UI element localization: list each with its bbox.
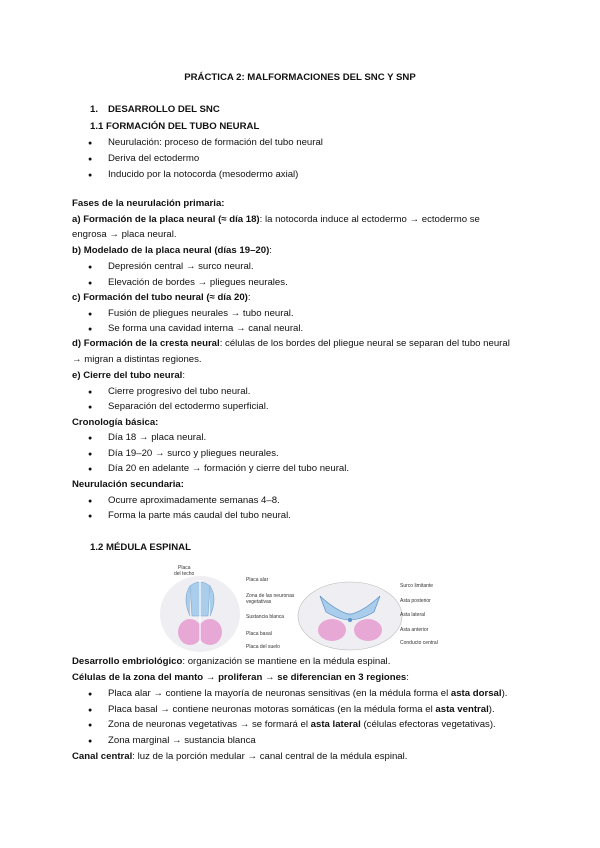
spinal-cord-figure <box>160 564 444 656</box>
label-placa-basal: Placa basal <box>246 631 272 637</box>
list-item: ● Zona marginal → sustancia blanca <box>88 735 256 746</box>
label-sustancia-blanca: Sustancia blanca <box>246 614 285 620</box>
list-item: ● Neurulación: proceso de formación del tubo neural <box>88 137 323 148</box>
label-del-techo: del techo <box>174 571 195 577</box>
list-item: ● Separación del ectodermo superficial. <box>88 401 269 412</box>
list-item: ● Placa basal → contiene neuronas motoras somáticas (en la médula forma el asta ventral). <box>88 704 495 715</box>
list-item: ● Placa alar → contiene la mayoría de neuronas sensitivas (en la médula forma el asta dorsal). <box>88 688 508 699</box>
list-item: ● Se forma una cavidad interna → canal neural. <box>88 323 304 334</box>
list-item: ● Fusión de pliegues neurales → tubo neural. <box>88 308 294 319</box>
list-item: ● Día 18 → placa neural. <box>88 432 207 443</box>
bullet-icon: ● <box>88 738 93 745</box>
fase-a: a) Formación de la placa neural (≈ día 18): la notocorda induce al ectodermo → ectodermo se <box>72 214 480 225</box>
bullet-icon: ● <box>88 311 93 318</box>
bullet-icon: ● <box>88 513 93 520</box>
list-item: ● Deriva del ectodermo <box>88 153 200 164</box>
spinal-cord-section <box>298 582 402 650</box>
list-item: ● Zona de neuronas vegetativas → se formará el asta lateral (células efectoras vegetativas). <box>88 719 496 730</box>
fase-c: c) Formación del tubo neural (≈ día 20): <box>72 292 251 303</box>
label-conducto-central: Conducto central <box>400 640 438 646</box>
fase-d-cont: → migran a distintas regiones. <box>72 354 202 365</box>
list-item: ● Ocurre aproximadamente semanas 4–8. <box>88 495 280 506</box>
list-item: ● Día 20 en adelante → formación y cierre del tubo neural. <box>88 463 350 474</box>
central-canal-dot <box>348 618 352 622</box>
list-item: ● Cierre progresivo del tubo neural. <box>88 386 251 397</box>
ventral-horn-right <box>354 619 382 641</box>
list-item: ● Elevación de bordes → pliegues neurales. <box>88 277 288 288</box>
section-1-1-heading: 1.1 FORMACIÓN DEL TUBO NEURAL <box>90 121 260 132</box>
label-asta-lateral: Asta lateral <box>400 612 426 618</box>
fase-a-cont: engrosa → placa neural. <box>72 229 177 240</box>
list-item: ● Día 19–20 → surco y pliegues neurales. <box>88 448 279 459</box>
celulas-line: Células de la zona del manto → proliferan → se diferencian en 3 regiones: <box>72 672 409 683</box>
bullet-icon: ● <box>88 280 93 287</box>
bullet-icon: ● <box>88 404 93 411</box>
bullet-icon: ● <box>88 691 93 698</box>
fase-e: e) Cierre del tubo neural: <box>72 370 186 381</box>
bullet-icon: ● <box>88 264 93 271</box>
secundaria-heading: Neurulación secundaria: <box>72 479 184 490</box>
bullet-icon: ● <box>88 326 93 333</box>
label-surco-limitante: Surco limitante <box>400 583 434 589</box>
bullet-icon: ● <box>88 156 93 163</box>
document-title: PRÁCTICA 2: MALFORMACIONES DEL SNC Y SNP <box>184 72 416 83</box>
bullet-icon: ● <box>88 722 93 729</box>
fases-heading: Fases de la neurulación primaria: <box>72 198 225 209</box>
cronologia-heading: Cronología básica: <box>72 417 159 428</box>
bullet-icon: ● <box>88 172 93 179</box>
fase-b: b) Modelado de la placa neural (días 19–20): <box>72 245 272 256</box>
canal-line: Canal central: luz de la porción medular → canal central de la médula espinal. <box>72 751 408 762</box>
bullet-icon: ● <box>88 451 93 458</box>
bullet-icon: ● <box>88 466 93 473</box>
label-placa-alar: Placa alar <box>246 577 269 583</box>
label-zona-neuronas: Zona de las neuronas <box>246 593 295 599</box>
label-placa-suelo: Placa del suelo <box>246 644 280 650</box>
bullet-icon: ● <box>88 389 93 396</box>
desarrollo-line: Desarrollo embriológico: organización se mantiene en la médula espinal. <box>72 656 391 667</box>
list-item: ● Forma la parte más caudal del tubo neural. <box>88 510 291 521</box>
bullet-icon: ● <box>88 435 93 442</box>
bullet-icon: ● <box>88 140 93 147</box>
label-vegetativas: vegetativas <box>246 599 272 605</box>
basal-plate-right <box>198 619 222 645</box>
label-asta-anterior: Asta anterior <box>400 627 429 633</box>
ventral-horn-left <box>318 619 346 641</box>
bullet-icon: ● <box>88 707 93 714</box>
label-placa: Placa <box>178 565 191 571</box>
section-1-heading: DESARROLLO DEL SNC <box>108 104 220 115</box>
neural-tube-diagram <box>160 576 240 652</box>
list-item: ● Inducido por la notocorda (mesodermo axial) <box>88 169 299 180</box>
section-1-2-heading: 1.2 MÉDULA ESPINAL <box>90 542 191 553</box>
label-asta-posterior: Asta posterior <box>400 598 431 604</box>
bullet-icon: ● <box>88 498 93 505</box>
section-1-number: 1. <box>90 104 99 115</box>
list-item: ● Depresión central → surco neural. <box>88 261 254 272</box>
fase-d: d) Formación de la cresta neural: células de los bordes del pliegue neural se separan del tubo neural <box>72 338 510 349</box>
